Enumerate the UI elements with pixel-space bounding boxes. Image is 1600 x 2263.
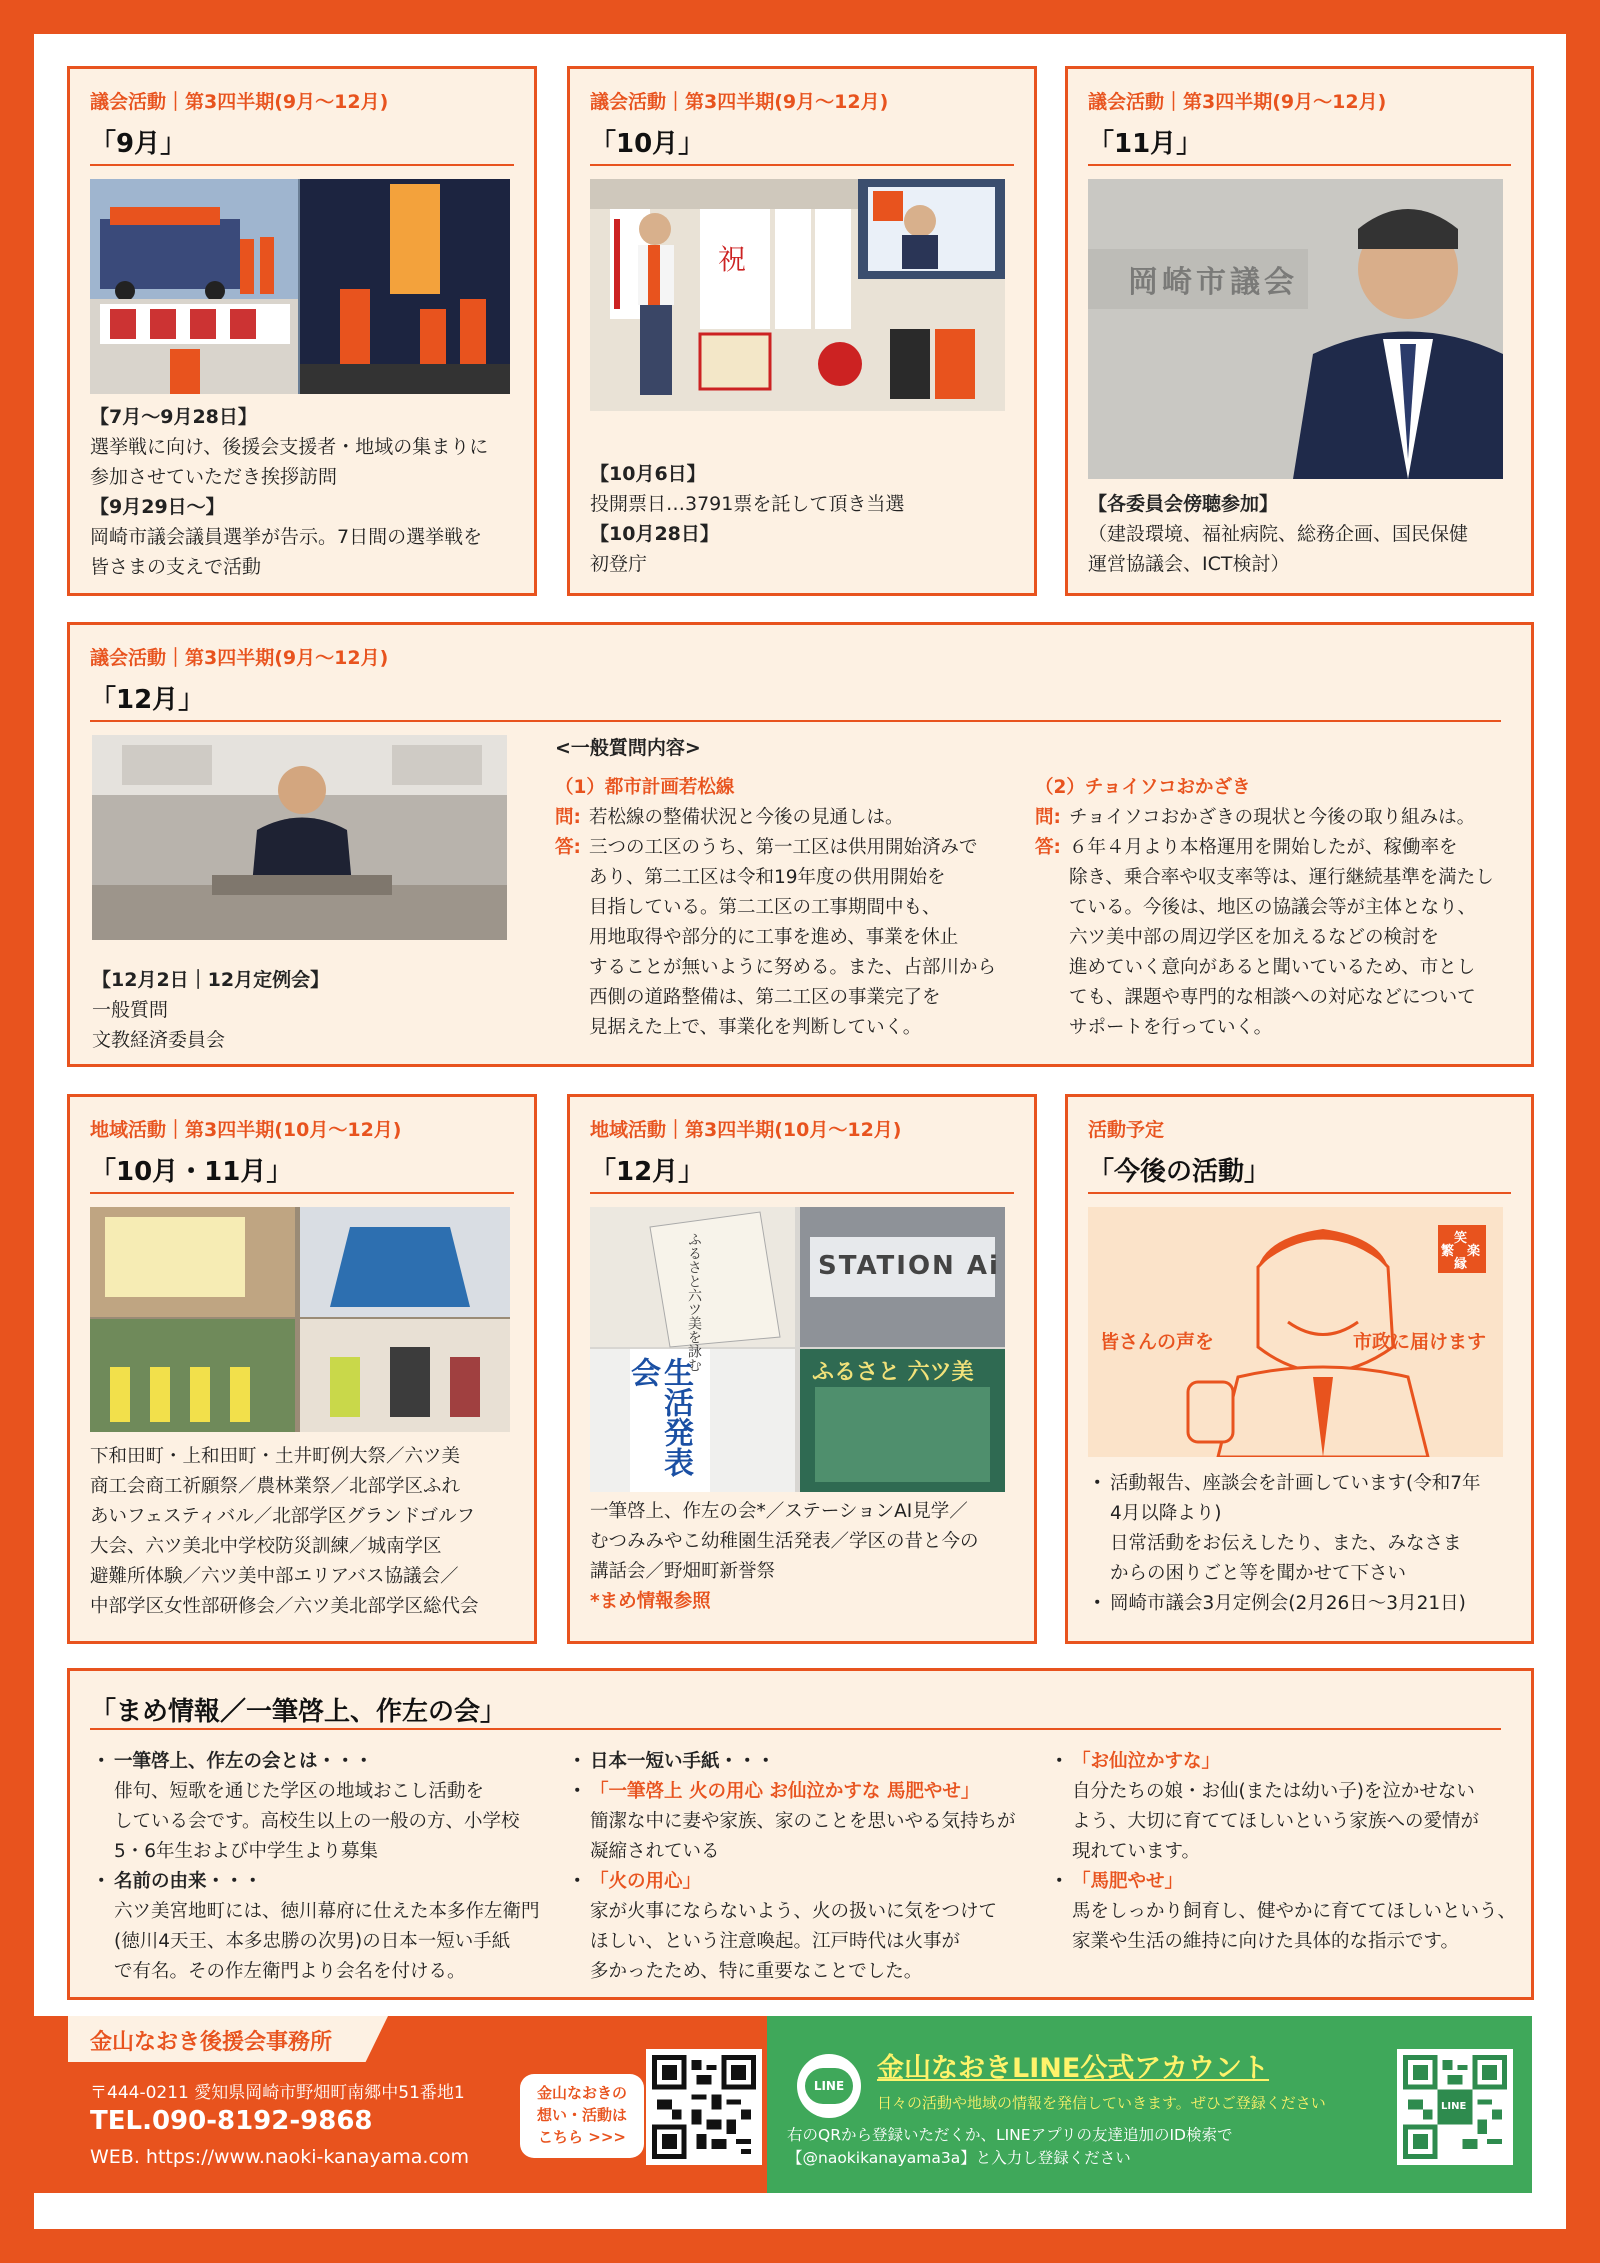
local-december-photo <box>590 1207 1005 1492</box>
bubble-line: こちら >>> <box>538 2128 626 2146</box>
badge-char: 繁 <box>1441 1244 1455 1259</box>
line-qr-code[interactable] <box>1397 2049 1513 2165</box>
text-line: 馬をしっかり飼育し、健やかに育ててほしいという、 <box>1072 1901 1517 1922</box>
card-body <box>590 1497 979 1617</box>
title-rule <box>90 720 1501 722</box>
title-rule <box>90 1728 1501 1730</box>
text-line: （建設環境、福祉病院、総務企画、国民保健 <box>1088 523 1469 545</box>
line-subtitle: 日々の活動や地域の情報を発信していきます。ぜひご登録ください <box>877 2094 1326 2112</box>
answer-line: 見据えた上で、事業化を判断していく。 <box>589 1017 922 1038</box>
answer-line: 三つの工区のうち、第一工区は供用開始済みで <box>589 837 978 858</box>
question-title: （2）チョイソコおかざき <box>1035 777 1251 798</box>
answer-line: ている。今後は、地区の協議会等が主体となり、 <box>1069 897 1477 918</box>
card-body <box>590 459 904 579</box>
banner-right-text: 市政に届けます <box>1353 1331 1487 1353</box>
answer-line: サポートを行っていく。 <box>1069 1017 1273 1038</box>
q-text: チョイソコおかざきの現状と今後の取り組みは。 <box>1069 807 1476 828</box>
card-future-plans <box>1065 1094 1534 1644</box>
answer-line: 用地取得や部分的に工事を進め、事業を休止 <box>589 927 959 948</box>
a-label: 答: <box>1035 837 1061 858</box>
card-body <box>1088 489 1468 579</box>
text-line: で有名。その作左衛門より会名を付ける。 <box>114 1961 466 1982</box>
card-body <box>1088 1469 1481 1619</box>
text-line: 【@naokikanayama3a】と入力し登録ください <box>787 2149 1131 2167</box>
text-line: 商工会商工祈願祭／農林業祭／北部学区ふれ <box>90 1476 461 1497</box>
text-line: からの困りごと等を聞かせて下さい <box>1110 1563 1407 1584</box>
list-item: ・ 活動報告、座談会を計画しています(令和7年 4月以降より) 日常活動をお伝えしたり、また、みなさま からの困りごと等を聞かせて下さい <box>1088 1469 1481 1589</box>
heading-line: 【各委員会傍聴参加】 <box>1088 493 1279 515</box>
text-line: 下和田町・上和田町・土井町例大祭／六ツ美 <box>90 1446 461 1467</box>
text-line: 4月以降より) <box>1110 1503 1222 1524</box>
office-web[interactable]: WEB. https://www.naoki-kanayama.com <box>90 2146 470 2168</box>
card-category: 地域活動｜第3四半期(10月〜12月) <box>90 1119 402 1141</box>
subheading: 「お仙泣かすな」 <box>1072 1751 1221 1772</box>
title-rule <box>90 164 514 166</box>
card-october <box>567 66 1037 596</box>
text-line: むつみみやこ幼稚園生活発表／学区の昔と今の <box>590 1531 979 1552</box>
election-photo <box>590 179 1005 411</box>
office-footer <box>34 2016 767 2193</box>
footnote: *まめ情報参照 <box>590 1591 711 1612</box>
text-line: している会です。高校生以上の一般の方、小学校 <box>114 1811 520 1832</box>
card-body <box>90 1442 479 1622</box>
text-line: 簡潔な中に妻や家族、家のことを思いやる気持ちが <box>590 1811 1016 1832</box>
book-title: ふるさと六ツ美を詠む <box>686 1232 702 1372</box>
line-title: 金山なおきLINE公式アカウント <box>877 2053 1270 2084</box>
council-sign: 岡崎市議会 <box>1128 265 1298 300</box>
text-line: 六ツ美宮地町には、徳川幕府に仕えた本多作左衛門 <box>114 1901 540 1922</box>
card-november <box>1065 66 1534 596</box>
answer-line: あり、第二工区は令和19年度の供用開始を <box>589 867 946 888</box>
banner-left-text: 皆さんの声を <box>1100 1331 1215 1353</box>
subheading: 「馬肥やせ」 <box>1072 1871 1184 1892</box>
furusato-board: ふるさと 六ツ美 <box>812 1360 974 1385</box>
text-line: (徳川4天王、本多忠勝の次男)の日本一短い手紙 <box>114 1931 511 1952</box>
text-line: 一筆啓上、作左の会*／ステーションAI見学／ <box>590 1501 968 1522</box>
text-line: 右のQRから登録いただくか、LINEアプリの友達追加のID検索で <box>787 2126 1233 2144</box>
svg-text:祝: 祝 <box>718 243 747 276</box>
card-title: 「今後の活動」 <box>1088 1157 1271 1187</box>
card-title: 「12月」 <box>590 1157 705 1187</box>
assembly-photo <box>92 735 507 940</box>
card-title: 「10月・11月」 <box>90 1157 293 1187</box>
qr-icon <box>652 2055 756 2159</box>
text-line: 岡崎市議会3月定例会(2月26日〜3月21日) <box>1110 1593 1466 1614</box>
period-label: 【9月29日〜】 <box>90 496 225 518</box>
text-line: 5・6年生および中学生より募集 <box>114 1841 379 1862</box>
text-line: 参加させていただき挨拶訪問 <box>90 466 338 488</box>
bubble-line: 金山なおきの <box>536 2084 627 2102</box>
card-mame-info <box>67 1668 1534 2000</box>
subheading: 「火の用心」 <box>590 1871 702 1892</box>
bubble-line: 想い・活動は <box>536 2106 627 2124</box>
card-title: 「10月」 <box>590 129 705 159</box>
list-item: ・ 岡崎市議会3月定例会(2月26日〜3月21日) <box>1088 1589 1481 1619</box>
a-label: 答: <box>555 837 581 858</box>
text-line: あいフェスティバル／北部学区グランドゴルフ <box>90 1506 475 1527</box>
mame-col-2: ・ 日本一短い手紙・・・ ・ 「一筆啓上 火の用心 お仙泣かすな 馬肥やせ」 簡潔な中に妻や家族、家のことを思いやる気持ちが 凝縮されている ・ 「火の用心」 家が火事にならないよう、火の扱いに気をつけて ほしい、という注意喚起。江戸時代は火事が 多かったため、特に重要なことでした。 <box>568 1747 1038 1987</box>
question-1 <box>555 773 1015 1043</box>
mame-col-1: ・ 一筆啓上、作左の会とは・・・ 俳句、短歌を通じた学区の地域おこし活動を している会です。高校生以上の一般の方、小学校 5・6年生および中学生より募集 ・ 名前の由来・・・ 六ツ美宮地町には、徳川幕府に仕えた本多作左衛門 (徳川4天王、本多忠勝の次男)の日本一短い手紙 で有名。その作左衛門より会名を付ける。 <box>92 1747 562 1987</box>
subheading: 名前の由来・・・ <box>114 1871 263 1892</box>
text-line: 一般質問 <box>92 999 169 1021</box>
text-line: 俳句、短歌を通じた学区の地域おこし活動を <box>114 1781 485 1802</box>
card-body <box>92 965 329 1055</box>
office-name: 金山なおき後援会事務所 <box>90 2030 333 2055</box>
card-title: 「12月」 <box>90 685 205 715</box>
answer-line: 目指している。第二工区の工事期間中も、 <box>589 897 941 918</box>
question-2 <box>1035 773 1515 1043</box>
question-title: （1）都市計画若松線 <box>555 777 735 798</box>
period-label: 【7月〜9月28日】 <box>90 406 257 428</box>
subheading: 日本一短い手紙・・・ <box>590 1751 776 1772</box>
title-rule <box>1088 1192 1511 1194</box>
text-line: 自分たちの娘・お仙(または幼い子)を泣かせない <box>1072 1781 1475 1802</box>
answer-line: 進めていく意向があると聞いているため、市とし <box>1069 957 1476 978</box>
text-line: よう、大切に育ててほしいという家族への愛情が <box>1072 1811 1480 1832</box>
q-label: 問: <box>555 807 581 828</box>
text-line: 多かったため、特に重要なことでした。 <box>590 1961 923 1982</box>
website-qr-code[interactable] <box>646 2049 762 2165</box>
subheading: 一筆啓上、作左の会とは・・・ <box>114 1751 374 1772</box>
answer-line: ても、課題や専門的な相談への対応などについて <box>1069 987 1476 1008</box>
text-line: 避難所体験／六ツ美中部エリアバス協議会／ <box>90 1566 459 1587</box>
text-line: 岡崎市議会議員選挙が告示。7日間の選挙戦を <box>90 526 483 548</box>
badge-char: 笑 <box>1454 1231 1468 1246</box>
office-address: 〒444-0211 愛知県岡崎市野畑町南郷中51番地1 <box>90 2083 465 2103</box>
badge-char: 縁 <box>1454 1257 1468 1272</box>
line-qr-label: LINE <box>1441 2101 1467 2112</box>
title-rule <box>1088 164 1511 166</box>
text-line: 中部学区女性部研修会／六ツ美北部学区総代会 <box>90 1596 479 1617</box>
campaign-photo <box>90 179 510 394</box>
local-events-photo <box>90 1207 510 1432</box>
card-category: 議会活動｜第3四半期(9月〜12月) <box>90 647 389 669</box>
text-line: 投開票日…3791票を託して頂き当選 <box>590 493 905 515</box>
line-logo-bubble: LINE <box>805 2068 853 2104</box>
answer-line: することが無いように努める。また、占部川から <box>589 957 997 978</box>
subheading: 「一筆啓上 火の用心 お仙泣かすな 馬肥やせ」 <box>590 1781 980 1802</box>
text-line: 活動報告、座談会を計画しています(令和7年 <box>1110 1473 1481 1494</box>
text-line: 選挙戦に向け、後援会支援者・地域の集まりに <box>90 436 489 458</box>
card-local-oct-nov <box>67 1094 537 1644</box>
text-line: 家が火事にならないよう、火の扱いに気をつけて <box>590 1901 998 1922</box>
title-rule <box>590 164 1014 166</box>
answer-line: 西側の道路整備は、第二工区の事業完了を <box>589 987 941 1008</box>
card-body <box>90 402 488 582</box>
title-rule <box>590 1192 1014 1194</box>
line-footer <box>767 2016 1532 2193</box>
answer-line: ６年４月より本格運用を開始したが、稼働率を <box>1069 837 1458 858</box>
card-category: 地域活動｜第3四半期(10月〜12月) <box>590 1119 902 1141</box>
q-label: 問: <box>1035 807 1061 828</box>
card-september <box>67 66 537 596</box>
title-rule <box>90 1192 514 1194</box>
date-label: 【10月28日】 <box>590 523 719 545</box>
card-december <box>67 622 1534 1067</box>
badge-char: 楽 <box>1467 1244 1481 1259</box>
line-description <box>787 2124 1232 2170</box>
text-line: 運営協議会、ICT検討） <box>1088 553 1290 575</box>
illustration-panel <box>1088 1207 1503 1457</box>
text-line: 文教経済委員会 <box>92 1029 226 1051</box>
q-text: 若松線の整備状況と今後の見通しは。 <box>589 807 904 828</box>
card-local-december <box>567 1094 1037 1644</box>
text-line: 日常活動をお伝えしたり、また、みなさま <box>1110 1533 1462 1554</box>
text-line: 現れています。 <box>1072 1841 1201 1862</box>
text-line: 皆さまの支えで活動 <box>90 556 262 578</box>
card-category: 議会活動｜第3四半期(9月〜12月) <box>590 91 889 113</box>
card-category: 議会活動｜第3四半期(9月〜12月) <box>90 91 389 113</box>
info-bubble <box>520 2074 644 2158</box>
date-label: 【12月2日｜12月定例会】 <box>92 969 330 991</box>
date-label: 【10月6日】 <box>590 463 706 485</box>
card-title: 「11月」 <box>1088 129 1203 159</box>
answer-line: 六ツ美中部の周辺学区を加えるなどの検討を <box>1069 927 1440 948</box>
card-title: 「9月」 <box>90 129 187 159</box>
card-title: 「まめ情報／一筆啓上、作左の会」 <box>90 1697 507 1727</box>
text-line: 家業や生活の維持に向けた具体的な指示です。 <box>1072 1931 1460 1952</box>
council-portrait-photo <box>1088 179 1503 479</box>
text-line: 大会、六ツ美北中学校防災訓練／城南学区 <box>90 1536 442 1557</box>
text-line: 講話会／野畑町新誉祭 <box>590 1561 776 1582</box>
mame-col-3: ・ 「お仙泣かすな」 自分たちの娘・お仙(または幼い子)を泣かせない よう、大切に育ててほしいという家族への愛情が 現れています。 ・ 「馬肥やせ」 馬をしっかり飼育し、健やかに育ててほしいという、 家業や生活の維持に向けた具体的な指示です。 <box>1050 1747 1520 1957</box>
station-ai-sign: STATION Ai <box>818 1251 1000 1281</box>
text-line: ほしい、という注意喚起。江戸時代は火事が <box>590 1931 961 1952</box>
office-tel: TEL.090-8192-9868 <box>90 2106 373 2136</box>
card-category: 議会活動｜第3四半期(9月〜12月) <box>1088 91 1387 113</box>
text-line: 初登庁 <box>590 553 648 575</box>
card-category: 活動予定 <box>1088 1119 1165 1141</box>
text-line: 凝縮されている <box>590 1841 720 1862</box>
question-heading: <一般質問内容> <box>555 737 701 759</box>
line-logo-icon <box>797 2054 861 2118</box>
recital-banner: 生活発表会 <box>625 1357 693 1477</box>
answer-line: 除き、乗合率や収支率等は、運行継続基準を満たし <box>1069 867 1494 888</box>
